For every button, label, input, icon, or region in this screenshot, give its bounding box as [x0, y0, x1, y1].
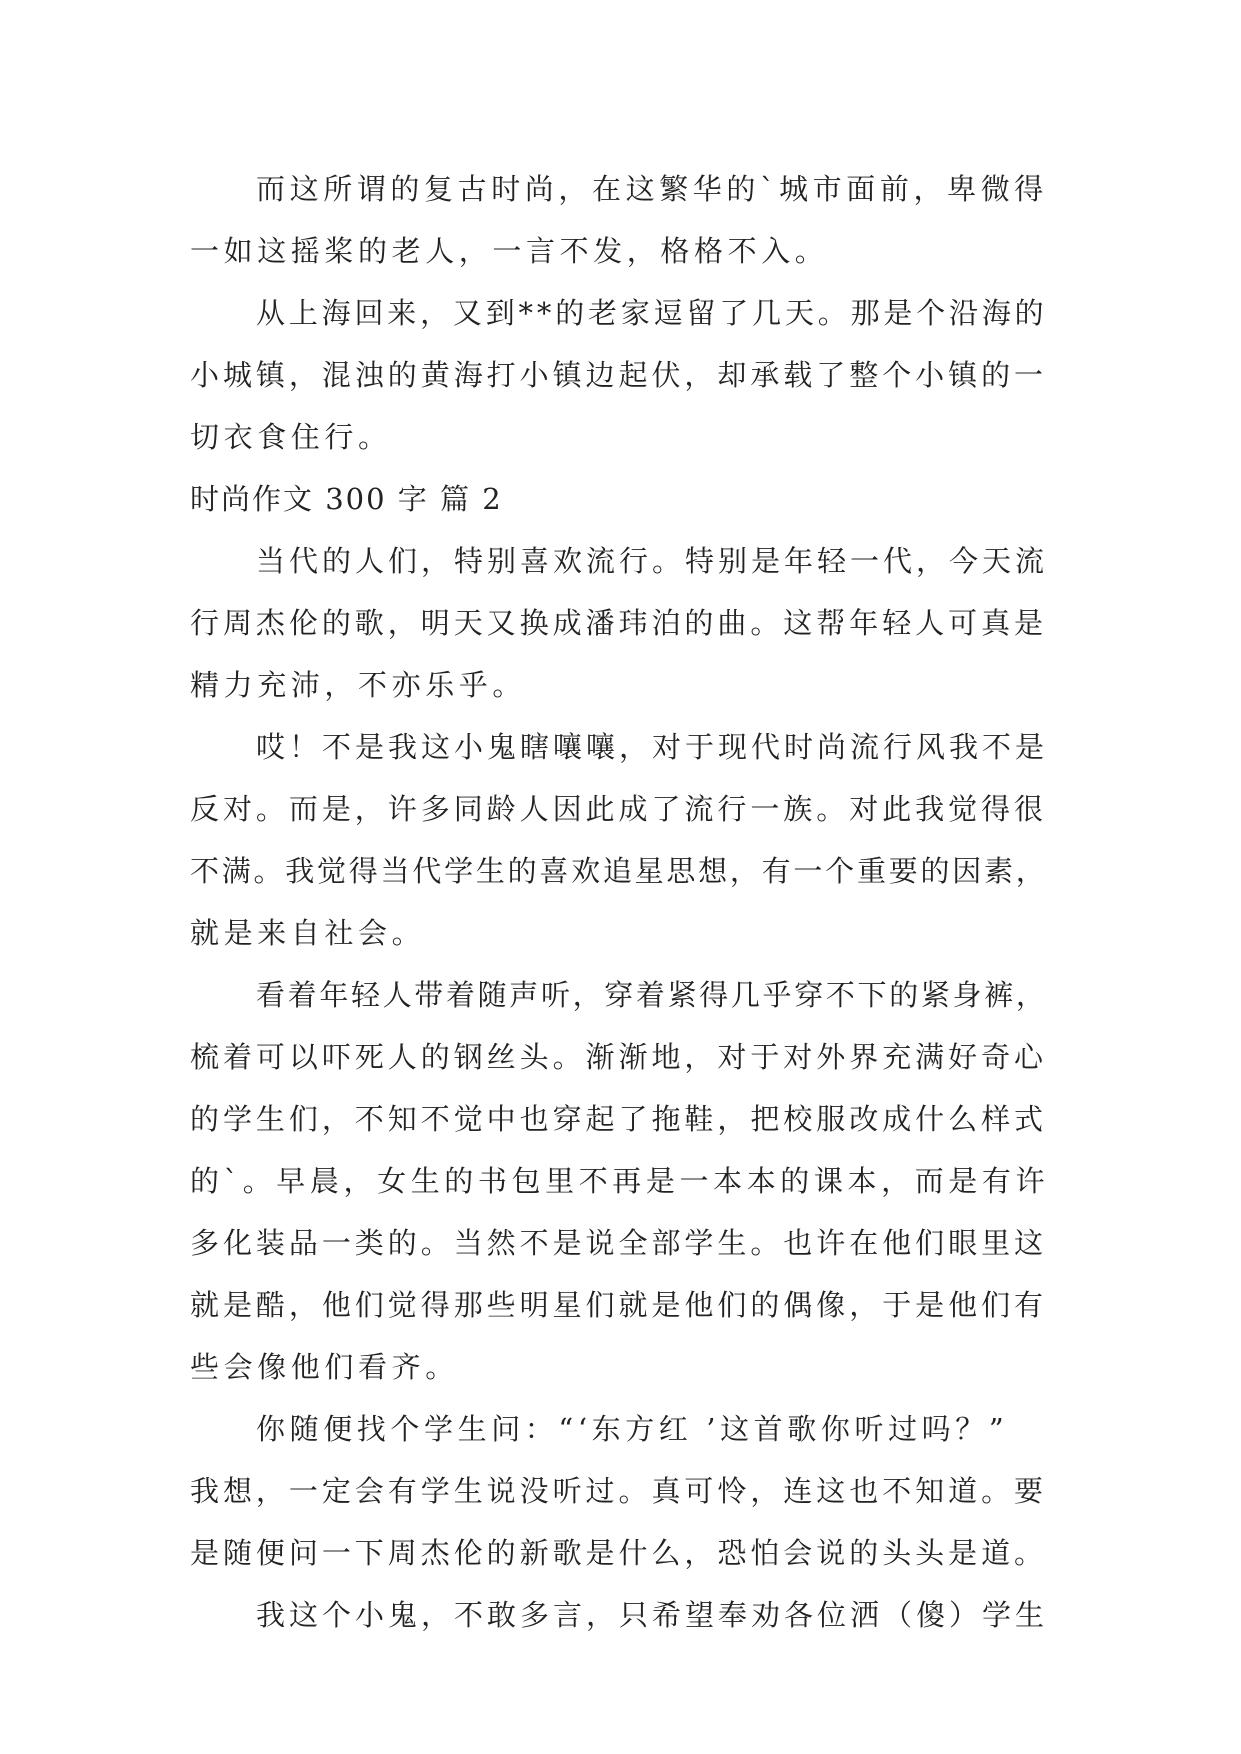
paragraph-line: 多化装品一类的。当然不是说全部学生。也许在他们眼里这 [190, 1226, 1048, 1260]
paragraph-line: 你随便找个学生问：“‘东方红 ’这首歌你听过吗？” [256, 1412, 1009, 1446]
paragraph-line: 反对。而是，许多同龄人因此成了流行一族。对此我觉得很 [190, 792, 1048, 826]
paragraph-line: 行周杰伦的歌，明天又换成潘玮泊的曲。这帮年轻人可真是 [190, 606, 1048, 640]
paragraph-line: 的学生们，不知不觉中也穿起了拖鞋，把校服改成什么样式 [190, 1102, 1048, 1136]
paragraph-line: 精力充沛，不亦乐乎。 [190, 668, 527, 702]
paragraph-line: 哎！不是我这小鬼瞎嚷嚷，对于现代时尚流行风我不是 [256, 730, 1049, 764]
paragraph-line: 当代的人们，特别喜欢流行。特别是年轻一代，今天流 [256, 544, 1049, 578]
paragraph-line: 就是来自社会。 [190, 916, 426, 950]
paragraph-line: 不满。我觉得当代学生的喜欢追星思想，有一个重要的因素， [190, 854, 1048, 888]
document-body [190, 158, 1050, 1646]
paragraph-line: 的`。早晨，女生的书包里不再是一本本的课本，而是有许 [190, 1164, 1050, 1198]
paragraph-line: 梳着可以吓死人的钢丝头。渐渐地，对于对外界充满好奇心 [190, 1040, 1048, 1074]
paragraph-line: 我想，一定会有学生说没听过。真可怜，连这也不知道。要 [190, 1474, 1048, 1508]
paragraph-line: 一如这摇桨的老人，一言不发，格格不入。 [190, 234, 829, 268]
paragraph-line: 从上海回来，又到**的老家逗留了几天。那是个沿海的 [256, 296, 1048, 330]
paragraph-line: 些会像他们看齐。 [190, 1350, 459, 1384]
paragraph-line: 就是酷，他们觉得那些明星们就是他们的偶像，于是他们有 [190, 1288, 1048, 1322]
paragraph-line: 而这所谓的复古时尚，在这繁华的`城市面前，卑微得 [256, 172, 1048, 206]
section-heading: 时尚作文 300 字 篇 2 [190, 482, 503, 516]
paragraph-line: 是随便问一下周杰伦的新歌是什么，恐怕会说的头头是道。 [190, 1536, 1048, 1570]
paragraph-line: 看着年轻人带着随声听，穿着紧得几乎穿不下的紧身裤， [256, 978, 1048, 1012]
paragraph-line: 切衣食住行。 [190, 420, 392, 454]
paragraph-line: 我这个小鬼，不敢多言，只希望奉劝各位洒（傻）学生 [256, 1598, 1049, 1632]
paragraph-line: 小城镇，混浊的黄海打小镇边起伏，却承载了整个小镇的一 [190, 358, 1048, 392]
